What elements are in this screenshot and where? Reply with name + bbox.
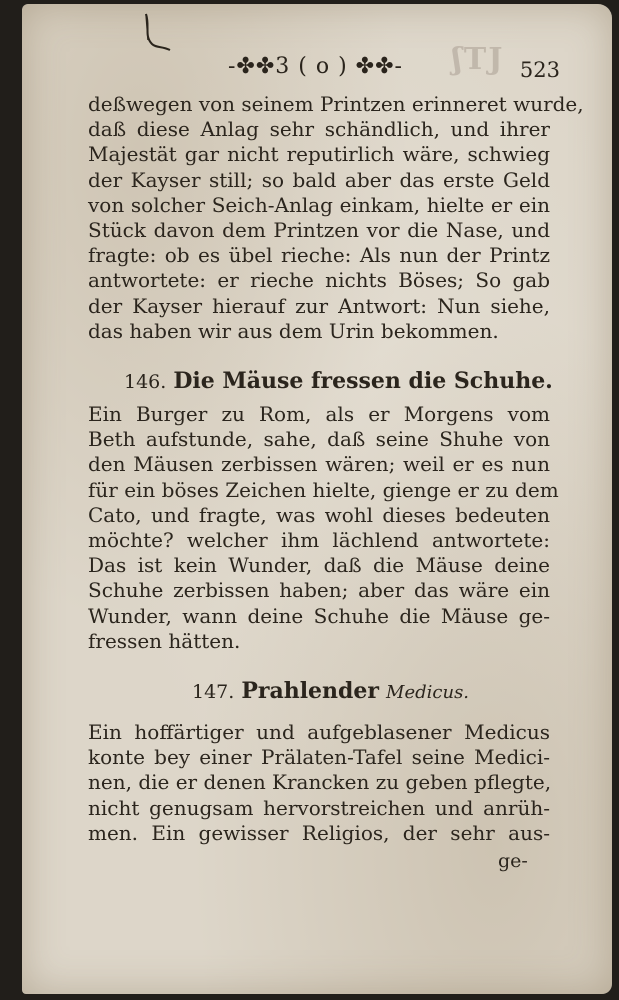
text-line: der Kayser hierauf zur Antwort: Nun siehe, [88,293,550,318]
text-line: der Kayser still; so bald aber das erste Geld [88,167,550,192]
section-147-text [88,720,550,846]
text-line: fragte: ob es übel rieche: Als nun der Printz [88,243,550,268]
section-top-text [88,92,584,344]
page-header [60,52,560,86]
text-line: Ein hoffärtiger und aufgeblasener Medicus [88,720,550,744]
page-number: 523 [519,58,560,82]
section-title: Die Mäuse fressen die Schuhe. [173,368,553,394]
text-line: nicht genugsam hervorstreichen und anrüh- [88,795,550,820]
text-line: den Mäusen zerbissen wären; weil er es nun [88,452,550,477]
section-number: 147. [192,681,235,703]
text-line: Das ist kein Wunder, daß die Mäuse deine [88,553,550,578]
section-146-heading [124,368,553,394]
text-line: möchte? welcher ihm lächlend antwortete: [88,528,550,553]
text-line: Cato, und fragte, was wohl dieses bedeuten [88,502,550,527]
section-number: 146. [124,371,167,393]
text-line: Ein Burger zu Rom, als er Morgens vom [88,402,550,426]
text-line: Wunder, wann deine Schuhe die Mäuse ge- [88,603,550,628]
section-146-text [88,402,559,654]
section-147-heading [192,678,469,704]
header-ornament: -✤✤3 ( o ) ✤✤- [228,54,403,79]
text-line: das haben wir aus dem Urin bekommen. [88,318,499,343]
text-line: Schuhe zerbissen haben; aber das wäre ein [88,578,550,603]
section-title-italic: Medicus. [386,682,470,703]
text-line: antwortete: er rieche nichts Böses; So gab [88,268,550,293]
text-line: Stück davon dem Printzen vor die Nase, und [88,218,550,243]
text-line: nen, die er denen Krancken zu geben pflegte, [88,770,552,795]
catchword: ge- [498,850,528,872]
text-line: konte bey einer Prälaten-Tafel seine Medici- [88,745,550,770]
text-line: daß diese Anlag sehr schändlich, und ihrer [88,117,550,142]
text-line: für ein böses Zeichen hielte, gienge er zu dem [88,477,559,502]
text-line: Beth aufstunde, sahe, daß seine Shuhe von [88,427,550,452]
text-line: deßwegen von seinem Printzen erinneret wurde, [88,92,584,116]
faint-stamp-mark: ʃTJ [452,42,505,77]
text-line: von solcher Seich-Anlag einkam, hielte er ein [88,192,550,217]
text-line: Majestät gar nicht reputirlich wäre, schwieg [88,142,550,167]
text-line: men. Ein gewisser Religios, der sehr aus- [88,820,550,845]
section-title: Prahlender [241,678,380,704]
text-line: fressen hätten. [88,628,241,653]
